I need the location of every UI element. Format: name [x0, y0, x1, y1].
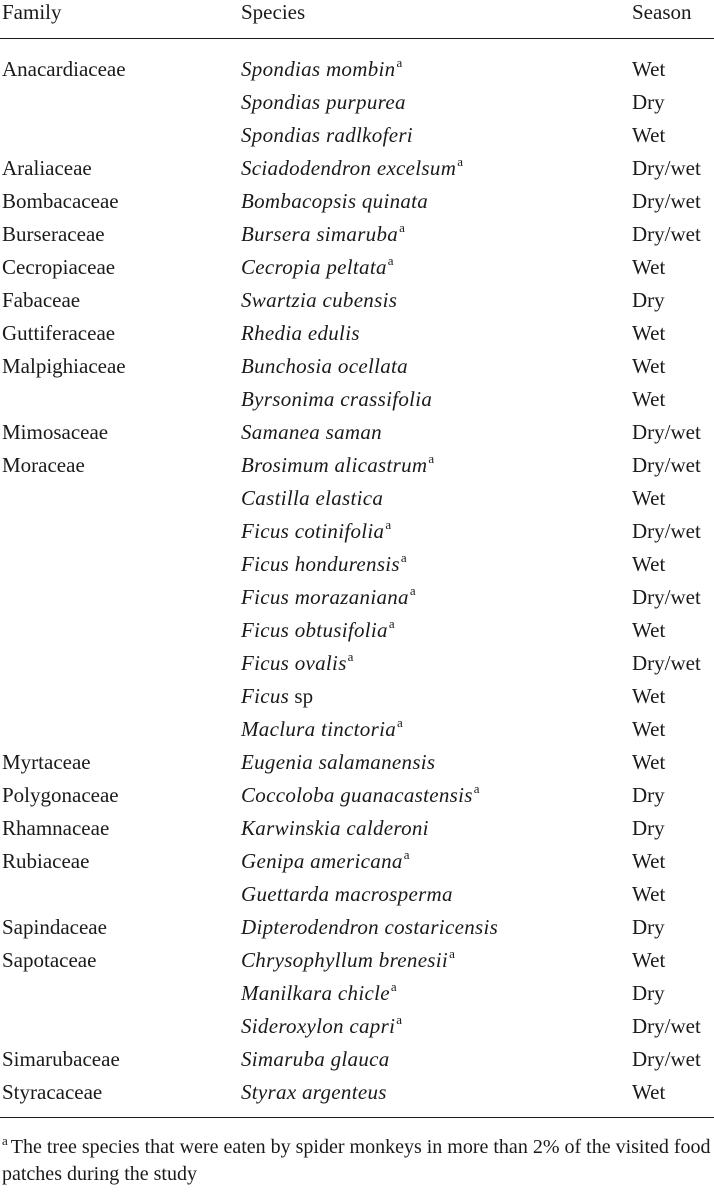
species-cell — [241, 1043, 390, 1076]
species-cell — [241, 218, 405, 251]
species-name: Rhedia edulis — [241, 321, 360, 345]
season-cell: Wet — [632, 387, 666, 411]
table-row — [0, 1043, 714, 1076]
family-cell: Bombacaceae — [2, 189, 119, 213]
species-name: Bursera simaruba — [241, 222, 399, 246]
family-cell: Moraceae — [2, 453, 85, 477]
species-name: Manilkara chicle — [241, 981, 390, 1005]
table-row — [0, 680, 714, 713]
species-cell — [241, 548, 407, 581]
species-cell — [241, 779, 480, 812]
table-row — [0, 845, 714, 878]
table-row — [0, 713, 714, 746]
season-cell: Dry/wet — [632, 1047, 701, 1071]
species-name: Ficus morazaniana — [241, 585, 409, 609]
species-cell — [241, 482, 383, 515]
species-name: Eugenia salamanensis — [241, 750, 436, 774]
species-cell — [241, 119, 413, 152]
footnote-marker: a — [385, 517, 392, 532]
species-name: Spondias radlkoferi — [241, 123, 413, 147]
header-season: Season — [632, 0, 692, 24]
species-name: Castilla elastica — [241, 486, 384, 510]
species-cell — [241, 185, 428, 218]
species-name: Spondias purpurea — [241, 90, 406, 114]
species-name: Bunchosia ocellata — [241, 354, 408, 378]
footer-rule — [0, 1117, 714, 1118]
species-cell — [241, 746, 435, 779]
species-cell — [241, 647, 353, 680]
season-cell: Wet — [632, 486, 666, 510]
header-species: Species — [241, 0, 306, 24]
footnote-text: The tree species that were eaten by spider monkeys in more than 2% of the visited food patches during the study — [2, 1136, 711, 1185]
family-cell: Burseraceae — [2, 222, 105, 246]
species-name: Samanea saman — [241, 420, 382, 444]
season-cell: Wet — [632, 750, 666, 774]
season-cell: Dry — [632, 783, 665, 807]
table-footnote — [2, 1134, 714, 1188]
table-row — [0, 119, 714, 152]
season-cell: Wet — [632, 882, 666, 906]
species-name: Sideroxylon capri — [241, 1014, 396, 1038]
table-row — [0, 449, 714, 482]
season-cell: Dry — [632, 288, 665, 312]
species-name: Ficus — [241, 684, 290, 708]
table-row — [0, 350, 714, 383]
species-cell — [241, 680, 313, 713]
family-cell: Mimosaceae — [2, 420, 109, 444]
season-cell: Wet — [632, 354, 666, 378]
season-cell: Wet — [632, 717, 666, 741]
season-cell: Dry/wet — [632, 585, 701, 609]
species-cell — [241, 845, 409, 878]
footnote-marker: a — [457, 154, 463, 169]
species-name: Bombacopsis quinata — [241, 189, 429, 213]
family-cell: Simarubaceae — [2, 1047, 120, 1071]
family-cell: Sapotaceae — [2, 948, 97, 972]
table-row — [0, 482, 714, 515]
season-cell: Wet — [632, 57, 666, 81]
species-name: Swartzia cubensis — [241, 288, 398, 312]
species-name: Coccoloba guanacastensis — [241, 783, 473, 807]
season-cell: Dry — [632, 915, 665, 939]
species-name: Ficus hondurensis — [241, 552, 400, 576]
species-cell — [241, 284, 397, 317]
season-cell: Dry/wet — [632, 651, 701, 675]
table-row — [0, 86, 714, 119]
species-cell — [241, 515, 391, 548]
species-cell — [241, 944, 455, 977]
family-cell: Fabaceae — [2, 288, 81, 312]
species-cell — [241, 383, 432, 416]
species-cell — [241, 713, 403, 746]
table-row — [0, 185, 714, 218]
species-name: Simaruba glauca — [241, 1047, 390, 1071]
species-name: Ficus ovalis — [241, 651, 347, 675]
species-cell — [241, 416, 382, 449]
season-cell: Wet — [632, 255, 666, 279]
footnote-marker: a — [397, 715, 403, 730]
footnote-marker: a — [396, 55, 403, 70]
species-cell — [241, 350, 408, 383]
table-row — [0, 878, 714, 911]
species-suffix: sp — [289, 684, 314, 708]
species-cell — [241, 581, 416, 614]
table-row — [0, 218, 714, 251]
table-row — [0, 647, 714, 680]
table-row — [0, 1010, 714, 1043]
table-row — [0, 515, 714, 548]
species-cell — [241, 53, 402, 86]
table-row — [0, 977, 714, 1010]
species-name: Spondias mombin — [241, 57, 396, 81]
species-cell — [241, 251, 394, 284]
species-cell — [241, 317, 360, 350]
table-row — [0, 746, 714, 779]
footnote-marker: a — [403, 847, 410, 862]
table-row — [0, 812, 714, 845]
family-cell: Rhamnaceae — [2, 816, 110, 840]
table-row — [0, 944, 714, 977]
species-name: Sciadodendron excelsum — [241, 156, 457, 180]
species-cell — [241, 878, 453, 911]
header-rule — [0, 38, 714, 39]
table-row — [0, 152, 714, 185]
table-row — [0, 911, 714, 944]
table-row — [0, 614, 714, 647]
season-cell: Dry — [632, 816, 665, 840]
table-row — [0, 383, 714, 416]
species-cell — [241, 152, 463, 185]
season-cell: Wet — [632, 123, 666, 147]
season-cell: Dry/wet — [632, 156, 701, 180]
species-name: Ficus obtusifolia — [241, 618, 388, 642]
season-cell: Dry/wet — [632, 453, 701, 477]
family-cell: Araliaceae — [2, 156, 92, 180]
family-cell: Polygonaceae — [2, 783, 119, 807]
footnote-marker: a — [399, 220, 405, 235]
family-cell: Cecropiaceae — [2, 255, 116, 279]
table-body — [0, 53, 714, 1109]
season-cell: Dry — [632, 981, 665, 1005]
season-cell: Wet — [632, 948, 666, 972]
family-cell: Guttiferaceae — [2, 321, 116, 345]
footnote-marker: a — [409, 583, 416, 598]
species-cell — [241, 812, 429, 845]
species-cell — [241, 86, 406, 119]
table-row — [0, 416, 714, 449]
footnote-marker: a — [387, 253, 394, 268]
species-cell — [241, 449, 434, 482]
footnote-marker: a — [400, 550, 407, 565]
footnote-marker: a — [347, 649, 354, 664]
table-row — [0, 251, 714, 284]
species-name: Brosimum alicastrum — [241, 453, 428, 477]
species-name: Karwinskia calderoni — [241, 816, 429, 840]
species-name: Byrsonima crassifolia — [241, 387, 433, 411]
season-cell: Wet — [632, 1080, 666, 1104]
footnote-marker: a — [428, 451, 435, 466]
season-cell: Dry/wet — [632, 189, 701, 213]
family-cell: Malpighiaceae — [2, 354, 126, 378]
family-cell: Myrtaceae — [2, 750, 91, 774]
season-cell: Wet — [632, 849, 666, 873]
table-row — [0, 1076, 714, 1109]
footnote-marker: a — [390, 979, 397, 994]
species-cell — [241, 1076, 387, 1109]
footnote-marker: a — [449, 946, 455, 961]
season-cell: Dry — [632, 90, 665, 114]
species-name: Styrax argenteus — [241, 1080, 387, 1104]
table-row — [0, 317, 714, 350]
table-header — [0, 0, 714, 26]
season-cell: Dry/wet — [632, 1014, 701, 1038]
species-name: Ficus cotinifolia — [241, 519, 385, 543]
species-name: Chrysophyllum brenesii — [241, 948, 449, 972]
footnote-mark: a — [2, 1133, 8, 1148]
species-cell — [241, 977, 397, 1010]
family-cell: Anacardiaceae — [2, 57, 126, 81]
species-name: Dipterodendron costaricensis — [241, 915, 499, 939]
family-cell: Sapindaceae — [2, 915, 107, 939]
table-row — [0, 548, 714, 581]
species-cell — [241, 1010, 402, 1043]
season-cell: Dry/wet — [632, 519, 701, 543]
table-row — [0, 53, 714, 86]
table-row — [0, 581, 714, 614]
species-name: Genipa americana — [241, 849, 403, 873]
season-cell: Wet — [632, 684, 666, 708]
table-row — [0, 284, 714, 317]
season-cell: Dry/wet — [632, 420, 701, 444]
footnote-marker: a — [388, 616, 395, 631]
season-cell: Dry/wet — [632, 222, 701, 246]
species-name: Maclura tinctoria — [241, 717, 397, 741]
season-cell: Wet — [632, 321, 666, 345]
species-cell — [241, 911, 498, 944]
family-cell: Rubiaceae — [2, 849, 90, 873]
species-name: Guettarda macrosperma — [241, 882, 453, 906]
species-cell — [241, 614, 395, 647]
species-name: Cecropia peltata — [241, 255, 387, 279]
table-row — [0, 779, 714, 812]
footnote-marker: a — [473, 781, 480, 796]
footnote-marker: a — [396, 1012, 402, 1027]
season-cell: Wet — [632, 552, 666, 576]
family-cell: Styracaceae — [2, 1080, 103, 1104]
season-cell: Wet — [632, 618, 666, 642]
header-family: Family — [2, 0, 62, 24]
